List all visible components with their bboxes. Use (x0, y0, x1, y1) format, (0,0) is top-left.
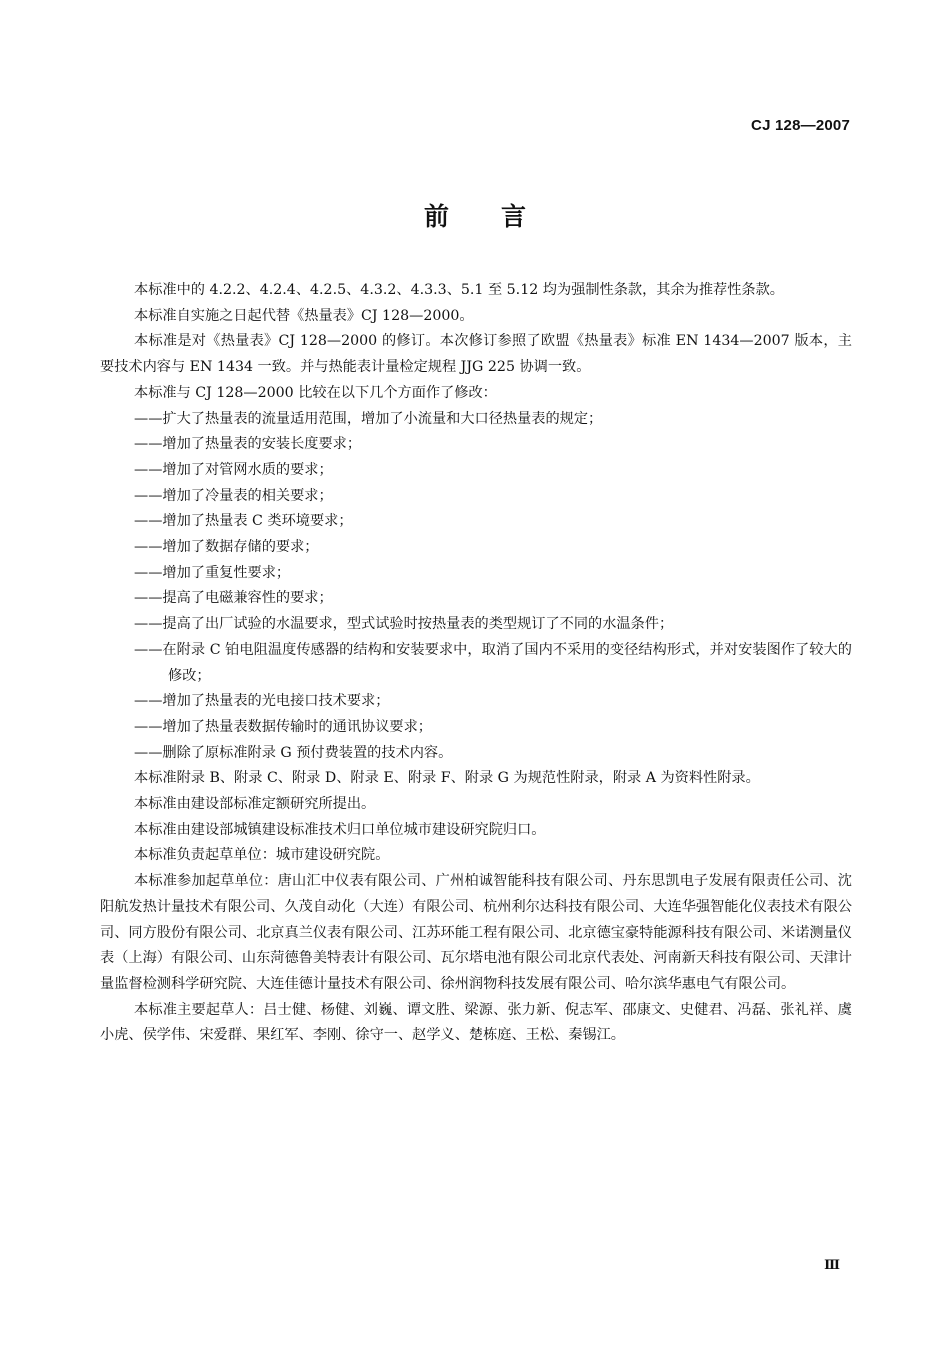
standard-code: CJ 128—2007 (751, 117, 850, 134)
list-item: ——增加了热量表数据传输时的通讯协议要求； (134, 718, 432, 735)
paragraph: 本标准是对《热量表》CJ 128—2000 的修订。本次修订参照了欧盟《热量表》标准 EN 1434—2007 版本，主要技术内容与 EN 1434 一致。并与热能表计量检定规程 JJG 225 协调一致。 (100, 333, 852, 376)
list-item: ——增加了热量表的安装长度要求； (134, 436, 362, 453)
paragraph: 本标准负责起草单位：城市建设研究院。 (134, 847, 390, 864)
list-item: ——增加了热量表 C 类环境要求； (134, 513, 353, 530)
paragraph: 本标准与 CJ 128—2000 比较在以下几个方面作了修改： (134, 384, 497, 401)
list-item: ——增加了对管网水质的要求； (134, 461, 333, 478)
paragraph: 本标准由建设部标准定额研究所提出。 (134, 796, 376, 813)
list-item: ——增加了热量表的光电接口技术要求； (134, 693, 390, 710)
paragraph: 本标准中的 4.2.2、4.2.4、4.2.5、4.3.2、4.3.3、5.1 至 5.12 均为强制性条款，其余为推荐性条款。 (134, 282, 784, 298)
list-item: ——增加了数据存储的要求； (134, 539, 319, 556)
page-title: 前言 (423, 202, 578, 231)
list-item: ——删除了原标准附录 G 预付费装置的技术内容。 (134, 744, 453, 761)
paragraph: 本标准自实施之日起代替《热量表》CJ 128—2000。 (134, 307, 474, 324)
paragraph: 本标准附录 B、附录 C、附录 D、附录 E、附录 F、附录 G 为规范性附录，附录 A 为资料性附录。 (134, 770, 760, 787)
list-item: ——扩大了热量表的流量适用范围，增加了小流量和大口径热量表的规定； (134, 410, 603, 427)
page-number: Ⅲ (824, 1258, 840, 1273)
body-text (100, 278, 852, 1049)
list-item: ——提高了出厂试验的水温要求，型式试验时按热量表的类型规订了不同的水温条件； (134, 616, 674, 633)
list-item: ——提高了电磁兼容性的要求； (134, 590, 333, 607)
list-item: ——增加了重复性要求； (134, 564, 291, 581)
paragraph: 本标准主要起草人：吕士健、杨健、刘巍、谭文胜、梁源、张力新、倪志军、邵康文、史健君、冯磊、张礼祥、虞小虎、侯学伟、宋爱群、果红军、李刚、徐守一、赵学义、楚栋庭、王松、秦锡江。 (100, 1001, 852, 1044)
paragraph: 本标准参加起草单位：唐山汇中仪表有限公司、广州柏诚智能科技有限公司、丹东思凯电子发展有限责任公司、沈阳航发热计量技术有限公司、久茂自动化（大连）有限公司、杭州利尔达科技有限公司、大连华强智能化仪表技术有限公司、同方股份有限公司、北京真兰仪表有限公司、江苏环能工程有限公司、北京德宝豪特能源科技有限公司、米诺测量仪表（上海）有限公司、山东菏德鲁美特表计有限公司、瓦尔塔电池有限公司北京代表处、河南新天科技有限公司、天津计量监督检测科学研究院、大连佳德计量技术有限公司、徐州润物科技发展有限公司、哈尔滨华惠电气有限公司。 (100, 873, 852, 992)
list-item: ——增加了冷量表的相关要求； (134, 487, 333, 504)
list-item: ——在附录 C 铂电阻温度传感器的结构和安装要求中，取消了国内不采用的变径结构形式，并对安装图作了较大的修改； (134, 641, 852, 684)
paragraph: 本标准由建设部城镇建设标准技术归口单位城市建设研究院归口。 (134, 821, 546, 838)
